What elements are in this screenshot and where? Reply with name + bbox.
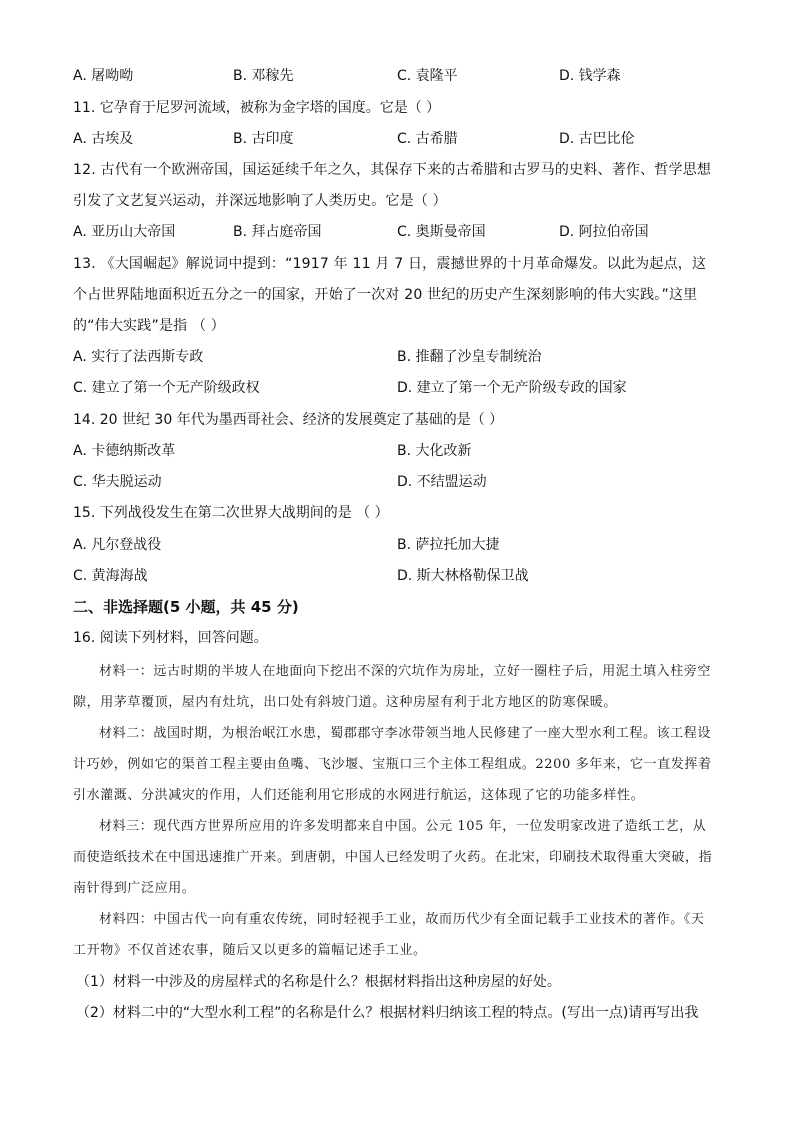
q11-option-a: A. 古埃及 [73,131,134,147]
q11-option-c: C. 古希腊 [397,131,458,147]
q16-subquestion-1: （1）材料一中涉及的房屋样式的名称是什么？根据材料指出这种房屋的好处。 [76,974,561,990]
q12-stem: 12. 古代有一个欧洲帝国，国运延续千年之久，其保存下来的古希腊和古罗马的史料、著作、哲学思想引发了文艺复兴运动，并深远地影响了人类历史。它是（ ） [73,162,712,209]
q14-options-row1 [73,440,714,462]
q10-options [73,65,714,87]
section-2-title: 二、非选择题(5 小题，共 45 分) [73,598,299,616]
q11-options [73,128,714,150]
q12-option-c: C. 奥斯曼帝国 [397,224,486,240]
q14-option-b: B. 大化改新 [397,443,472,459]
q14-stem: 14. 20 世纪 30 年代为墨西哥社会、经济的发展奠定了基础的是（ ） [73,412,504,428]
q13-option-a: A. 实行了法西斯专政 [73,349,204,365]
q14-option-a: A. 卡德纳斯改革 [73,443,176,459]
q12-option-a: A. 亚历山大帝国 [73,224,176,240]
q16-material-2: 材料二：战国时期，为根治岷江水患，蜀郡郡守李冰带领当地人民修建了一座大型水利工程。该工程设计巧妙，例如它的渠首工程主要由鱼嘴、飞沙堰、宝瓶口三个主体工程组成。2200 多年来，它一直发挥着引水灌溉、分洪减灾的作用，人们还能利用它形成的水网进行航运，这体现了它的功能多样性。 [73,726,712,803]
q11-stem: 11. 它孕育于尼罗河流域，被称为金字塔的国度。它是（ ） [73,100,441,116]
q12-option-b: B. 拜占庭帝国 [233,224,322,240]
q16-material-4: 材料四：中国古代一向有重农传统，同时轻视手工业，故而历代少有全面记载手工业技术的著作。《天工开物》不仅首述农事，随后又以更多的篇幅记述手工业。 [73,912,705,958]
q15-option-c: C. 黄海海战 [73,568,148,584]
q10-option-a: A. 屠呦呦 [73,68,134,84]
q14-option-c: C. 华夫脱运动 [73,474,162,490]
q12-option-d: D. 阿拉伯帝国 [559,224,649,240]
q14-options-row2 [73,471,714,493]
q16-material-1: 材料一：远古时期的半坡人在地面向下挖出不深的穴坑作为房址，立好一圈柱子后，用泥土填入柱旁空隙，用茅草覆顶，屋内有灶坑，出口处有斜坡门道。这种房屋有利于北方地区的防寒保暖。 [73,664,712,710]
q10-option-b: B. 邓稼先 [233,68,294,84]
q14-option-d: D. 不结盟运动 [397,474,487,490]
q10-option-d: D. 钱学森 [559,68,621,84]
q12-options [73,221,714,243]
q11-option-d: D. 古巴比伦 [559,131,635,147]
q15-option-d: D. 斯大林格勒保卫战 [397,568,529,584]
q10-option-c: C. 袁隆平 [397,68,458,84]
q13-options-row1 [73,346,714,368]
q13-stem: 13. 《大国崛起》解说词中提到：“1917 年 11 月 7 日，震撼世界的十月革命爆发。以此为起点，这个占世界陆地面积近五分之一的国家，开始了一次对 20 世纪的历史产生深刻影响的伟大实践。”这里的“伟大实践”是指 （ ） [73,256,707,334]
q15-option-a: A. 凡尔登战役 [73,537,162,553]
q16-subquestion-2: （2）材料二中的“大型水利工程”的名称是什么？根据材料归纳该工程的特点。(写出一点)请再写出我 [76,1005,699,1021]
q15-options-row1 [73,534,714,556]
q11-option-b: B. 古印度 [233,131,294,147]
q15-option-b: B. 萨拉托加大捷 [397,537,500,553]
q16-stem: 16. 阅读下列材料，回答问题。 [73,630,268,646]
q13-option-b: B. 推翻了沙皇专制统治 [397,349,542,365]
q15-stem: 15. 下列战役发生在第二次世界大战期间的是 （ ） [73,505,389,521]
q15-options-row2 [73,565,714,587]
q13-option-c: C. 建立了第一个无产阶级政权 [73,380,260,396]
q16-material-3: 材料三：现代西方世界所应用的许多发明都来自中国。公元 105 年，一位发明家改进了造纸工艺，从而使造纸技术在中国迅速推广开来。到唐朝，中国人已经发明了火药。在北宋，印刷技术取得重大突破，指南针得到广泛应用。 [73,819,713,896]
q13-option-d: D. 建立了第一个无产阶级专政的国家 [397,380,627,396]
q13-options-row2 [73,377,714,399]
